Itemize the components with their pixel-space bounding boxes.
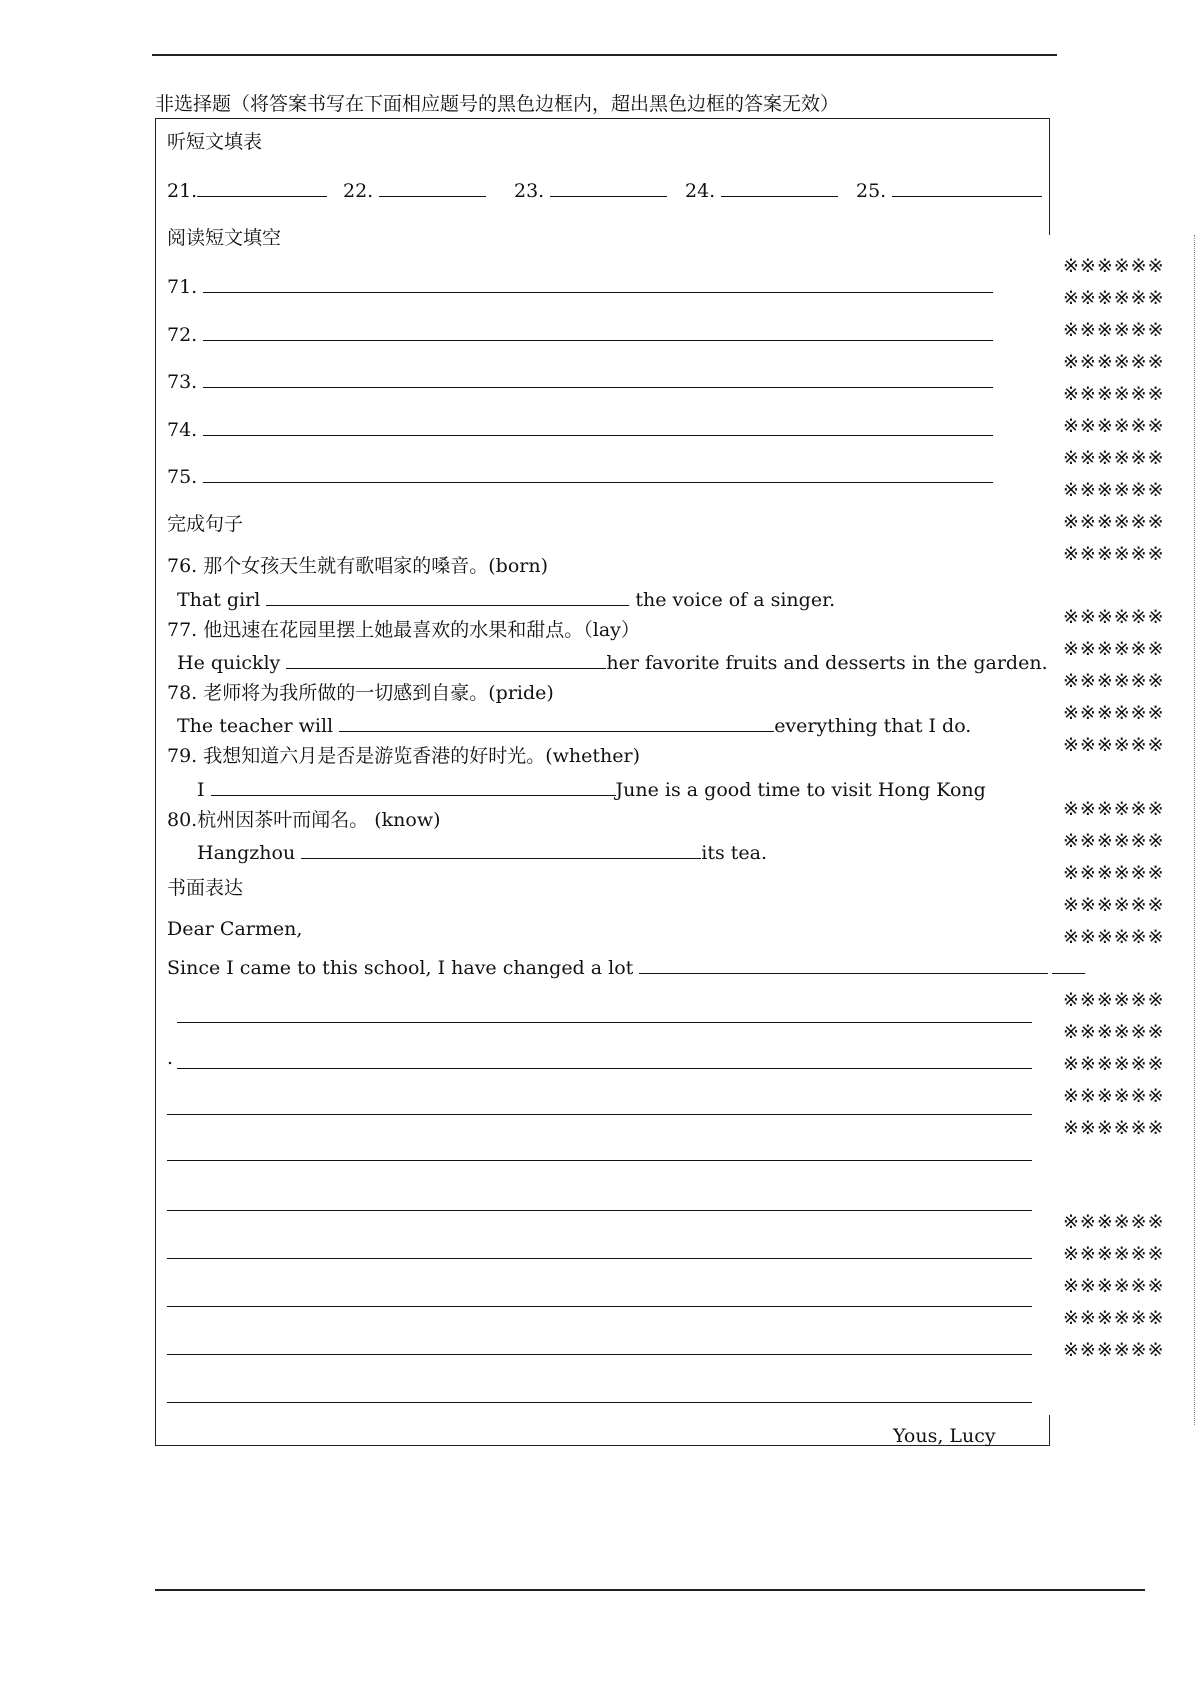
section-title-sentences: 完成句子 [167, 513, 244, 535]
sentence-row-76 [177, 587, 835, 612]
margin-marks: ※※※※※※ [1063, 989, 1165, 1011]
sentence-post-79: June is a good time to visit Hong Kong [615, 779, 986, 801]
writing-line-7[interactable] [167, 1258, 1032, 1259]
sentence-row-79 [197, 777, 986, 802]
margin-marks: ※※※※※※ [1063, 511, 1165, 533]
margin-marks: ※※※※※※ [1063, 734, 1165, 756]
reading-row-73 [167, 369, 993, 394]
item-number-74: 74. [167, 419, 198, 441]
item-number-22: 22. [343, 180, 374, 202]
writing-line-9[interactable] [167, 1354, 1032, 1355]
item-number-25: 25. [856, 180, 887, 202]
answer-blank-79[interactable] [211, 777, 616, 796]
sentence-row-80 [197, 840, 767, 865]
letter-salutation: Dear Carmen, [167, 918, 303, 940]
item-number-23: 23. [514, 180, 545, 202]
margin-marks: ※※※※※※ [1063, 862, 1165, 884]
margin-marks: ※※※※※※ [1063, 798, 1165, 820]
item-number-72: 72. [167, 324, 198, 346]
answer-blank-22[interactable] [379, 178, 486, 197]
item-number-21: 21. [167, 180, 198, 202]
listening-item-24 [685, 178, 838, 203]
sentence-post-77: her favorite fruits and desserts in the garden. [606, 652, 1048, 674]
margin-marks: ※※※※※※ [1063, 1053, 1165, 1075]
binding-dotted-line [1194, 235, 1195, 1425]
section-title-listening: 听短文填表 [167, 131, 263, 153]
writing-line-1[interactable] [639, 955, 1085, 974]
letter-signoff: Yous, Lucy [893, 1425, 996, 1447]
margin-marks: ※※※※※※ [1063, 351, 1165, 373]
answer-line-73[interactable] [203, 369, 993, 388]
sentence-post-76: the voice of a singer. [629, 589, 836, 611]
reading-row-74 [167, 417, 993, 442]
answer-instruction: 非选择题（将答案书写在下面相应题号的黑色边框内，超出黑色边框的答案无效） [155, 93, 840, 115]
margin-marks: ※※※※※※ [1063, 1307, 1165, 1329]
margin-marks: ※※※※※※ [1063, 1275, 1165, 1297]
writing-line-3[interactable] [177, 1068, 1032, 1069]
writing-line-8[interactable] [167, 1306, 1032, 1307]
sentence-prompt-77: 77. 他迅速在花园里摆上她最喜欢的水果和甜点。（lay） [167, 619, 640, 641]
writing-line-2[interactable] [177, 1022, 1032, 1023]
answer-blank-76[interactable] [266, 587, 629, 606]
margin-marks: ※※※※※※ [1063, 1211, 1165, 1233]
sentence-pre-77: He quickly [177, 652, 287, 674]
answer-line-74[interactable] [203, 417, 993, 436]
margin-marks: ※※※※※※ [1063, 670, 1165, 692]
sentence-pre-78: The teacher will [177, 715, 340, 737]
margin-marks: ※※※※※※ [1063, 479, 1165, 501]
listening-item-22 [343, 178, 486, 203]
sentence-pre-80: Hangzhou [197, 842, 302, 864]
writing-period-mark: . [167, 1047, 174, 1069]
answer-blank-80[interactable] [301, 840, 701, 859]
margin-marks: ※※※※※※ [1063, 1117, 1165, 1139]
margin-marks: ※※※※※※ [1063, 383, 1165, 405]
sentence-prompt-78: 78. 老师将为我所做的一切感到自豪。(pride) [167, 682, 554, 704]
sentence-prompt-79: 79. 我想知道六月是否是游览香港的好时光。(whether) [167, 745, 641, 767]
margin-marks: ※※※※※※ [1063, 287, 1165, 309]
letter-opening-text: Since I came to this school, I have changed a lot [167, 957, 634, 979]
listening-item-25 [856, 178, 1042, 203]
margin-marks: ※※※※※※ [1063, 894, 1165, 916]
margin-marks: ※※※※※※ [1063, 543, 1165, 565]
answer-blank-21[interactable] [197, 178, 327, 197]
section-title-writing: 书面表达 [167, 877, 244, 899]
margin-marks: ※※※※※※ [1063, 606, 1165, 628]
margin-marks: ※※※※※※ [1063, 319, 1165, 341]
answer-line-75[interactable] [203, 464, 993, 483]
sentence-post-78: everything that I do. [774, 715, 972, 737]
item-number-71: 71. [167, 276, 198, 298]
margin-marks: ※※※※※※ [1063, 702, 1165, 724]
reading-row-72 [167, 322, 993, 347]
item-number-75: 75. [167, 466, 198, 488]
answer-blank-78[interactable] [339, 713, 774, 732]
writing-line-5[interactable] [167, 1160, 1032, 1161]
top-rule [152, 54, 1057, 56]
sentence-row-78 [177, 713, 971, 738]
writing-line-10[interactable] [167, 1402, 1032, 1403]
sentence-pre-76: That girl [177, 589, 267, 611]
margin-marks: ※※※※※※ [1063, 255, 1165, 277]
sentence-row-77 [177, 650, 1048, 675]
answer-blank-24[interactable] [721, 178, 838, 197]
item-number-73: 73. [167, 371, 198, 393]
answer-blank-23[interactable] [550, 178, 667, 197]
margin-marks: ※※※※※※ [1063, 415, 1165, 437]
listening-row [167, 178, 327, 203]
writing-line-6[interactable] [167, 1210, 1032, 1211]
reading-row-71 [167, 274, 993, 299]
margin-marks: ※※※※※※ [1063, 926, 1165, 948]
reading-row-75 [167, 464, 993, 489]
margin-marks: ※※※※※※ [1063, 638, 1165, 660]
bottom-rule [155, 1589, 1145, 1591]
answer-line-72[interactable] [203, 322, 993, 341]
sentence-prompt-80: 80.杭州因茶叶而闻名。 (know) [167, 809, 441, 831]
item-number-24: 24. [685, 180, 716, 202]
margin-marks: ※※※※※※ [1063, 830, 1165, 852]
listening-item-23 [514, 178, 667, 203]
margin-marks: ※※※※※※ [1063, 1339, 1165, 1361]
section-title-reading: 阅读短文填空 [167, 227, 282, 249]
answer-blank-77[interactable] [286, 650, 606, 669]
margin-marks: ※※※※※※ [1063, 1021, 1165, 1043]
letter-opening-line [167, 955, 1085, 980]
sentence-pre-79: I [197, 779, 211, 801]
sentence-prompt-76: 76. 那个女孩天生就有歌唱家的嗓音。(born) [167, 555, 549, 577]
answer-blank-25[interactable] [892, 178, 1042, 197]
box-right-gap [1048, 235, 1052, 1415]
margin-marks: ※※※※※※ [1063, 1085, 1165, 1107]
margin-marks: ※※※※※※ [1063, 1243, 1165, 1265]
answer-line-71[interactable] [203, 274, 993, 293]
writing-line-4[interactable] [167, 1114, 1032, 1115]
margin-marks: ※※※※※※ [1063, 447, 1165, 469]
sentence-post-80: its tea. [701, 842, 768, 864]
